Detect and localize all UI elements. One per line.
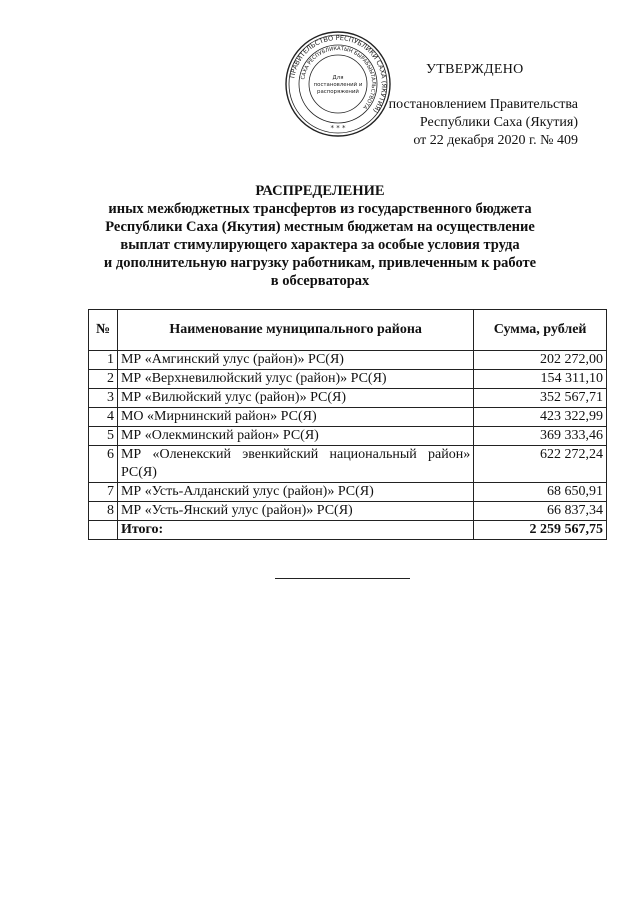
row-sum: 66 837,34 xyxy=(474,502,607,521)
row-name: МР «Усть-Алданский улус (район)» РС(Я) xyxy=(117,483,473,502)
table-row xyxy=(89,370,607,389)
table-row xyxy=(89,408,607,427)
row-sum: 622 272,24 xyxy=(474,446,607,483)
row-name: МР «Усть-Янский улус (район)» РС(Я) xyxy=(117,502,473,521)
title-line-5: в обсерваторах xyxy=(270,273,370,289)
row-sum: 154 311,10 xyxy=(474,370,607,389)
header-sum: Сумма, рублей xyxy=(474,310,607,351)
total-label: Итого: xyxy=(117,521,473,540)
row-sum: 423 322,99 xyxy=(474,408,607,427)
table-row xyxy=(89,483,607,502)
row-name: МР «Верхневилюйский улус (район)» РС(Я) xyxy=(117,370,473,389)
seal-center-line-1: Для xyxy=(332,75,344,81)
row-num: 4 xyxy=(89,408,118,427)
row-name: МР «Вилюйский улус (район)» РС(Я) xyxy=(117,389,473,408)
table-row xyxy=(89,502,607,521)
table-row xyxy=(89,351,607,370)
row-num: 8 xyxy=(89,502,118,521)
table-row xyxy=(89,446,607,483)
title-line-1: иных межбюджетных трансфертов из государственного бюджета xyxy=(108,201,532,217)
table-row xyxy=(89,427,607,446)
row-sum: 202 272,00 xyxy=(474,351,607,370)
approval-block xyxy=(378,96,578,150)
title-main: РАСПРЕДЕЛЕНИЕ xyxy=(255,183,385,199)
row-num: 1 xyxy=(89,351,118,370)
row-num: 5 xyxy=(89,427,118,446)
header-num: № xyxy=(89,310,118,351)
row-num: 6 xyxy=(89,446,118,483)
allocation-table xyxy=(88,309,607,540)
total-num-empty xyxy=(89,521,118,540)
row-name: МО «Мирнинский район» РС(Я) xyxy=(117,408,473,427)
row-name: МР «Олекминский район» РС(Я) xyxy=(117,427,473,446)
row-sum: 352 567,71 xyxy=(474,389,607,408)
document-end-line xyxy=(275,578,410,579)
seal-center-line-3: распоряжений xyxy=(317,89,359,95)
approval-line-2: Республики Саха (Якутия) xyxy=(419,115,578,130)
seal-outer-text-path: ПРАВИТЕЛЬСТВО РЕСПУБЛИКИ САХА (ЯКУТИЯ) xyxy=(288,33,389,115)
table-row xyxy=(89,389,607,408)
row-num: 2 xyxy=(89,370,118,389)
approval-heading: УТВЕРЖДЕНО xyxy=(426,62,524,77)
row-name: МР «Амгинский улус (район)» РС(Я) xyxy=(117,351,473,370)
table-header-row xyxy=(89,310,607,351)
table-total-row xyxy=(89,521,607,540)
seal-stars: * * * xyxy=(330,124,346,132)
approval-line-3: от 22 декабря 2020 г. № 409 xyxy=(413,133,578,148)
approval-line-1: постановлением Правительства xyxy=(388,97,578,112)
title-line-4: и дополнительную нагрузку работникам, привлеченным к работе xyxy=(103,255,537,271)
seal-center-line-2: постановлений и xyxy=(313,82,363,88)
seal-inner-text-path: САХА РЕСПУБЛИКАТЫН БЫРАБЫЫТАЛЬСТВОТА xyxy=(300,45,377,110)
row-name: МР «Оленекский эвенкийский национальный район» РС(Я) xyxy=(117,446,473,483)
row-sum: 369 333,46 xyxy=(474,427,607,446)
row-num: 7 xyxy=(89,483,118,502)
row-sum: 68 650,91 xyxy=(474,483,607,502)
row-num: 3 xyxy=(89,389,118,408)
title-line-3: выплат стимулирующего характера за особые условия труда xyxy=(120,237,520,253)
official-seal-stamp xyxy=(284,30,392,138)
document-title xyxy=(80,182,560,290)
header-name: Наименование муниципального района xyxy=(117,310,473,351)
total-sum: 2 259 567,75 xyxy=(474,521,607,540)
title-line-2: Республики Саха (Якутия) местным бюджетам на осуществление xyxy=(105,219,535,235)
